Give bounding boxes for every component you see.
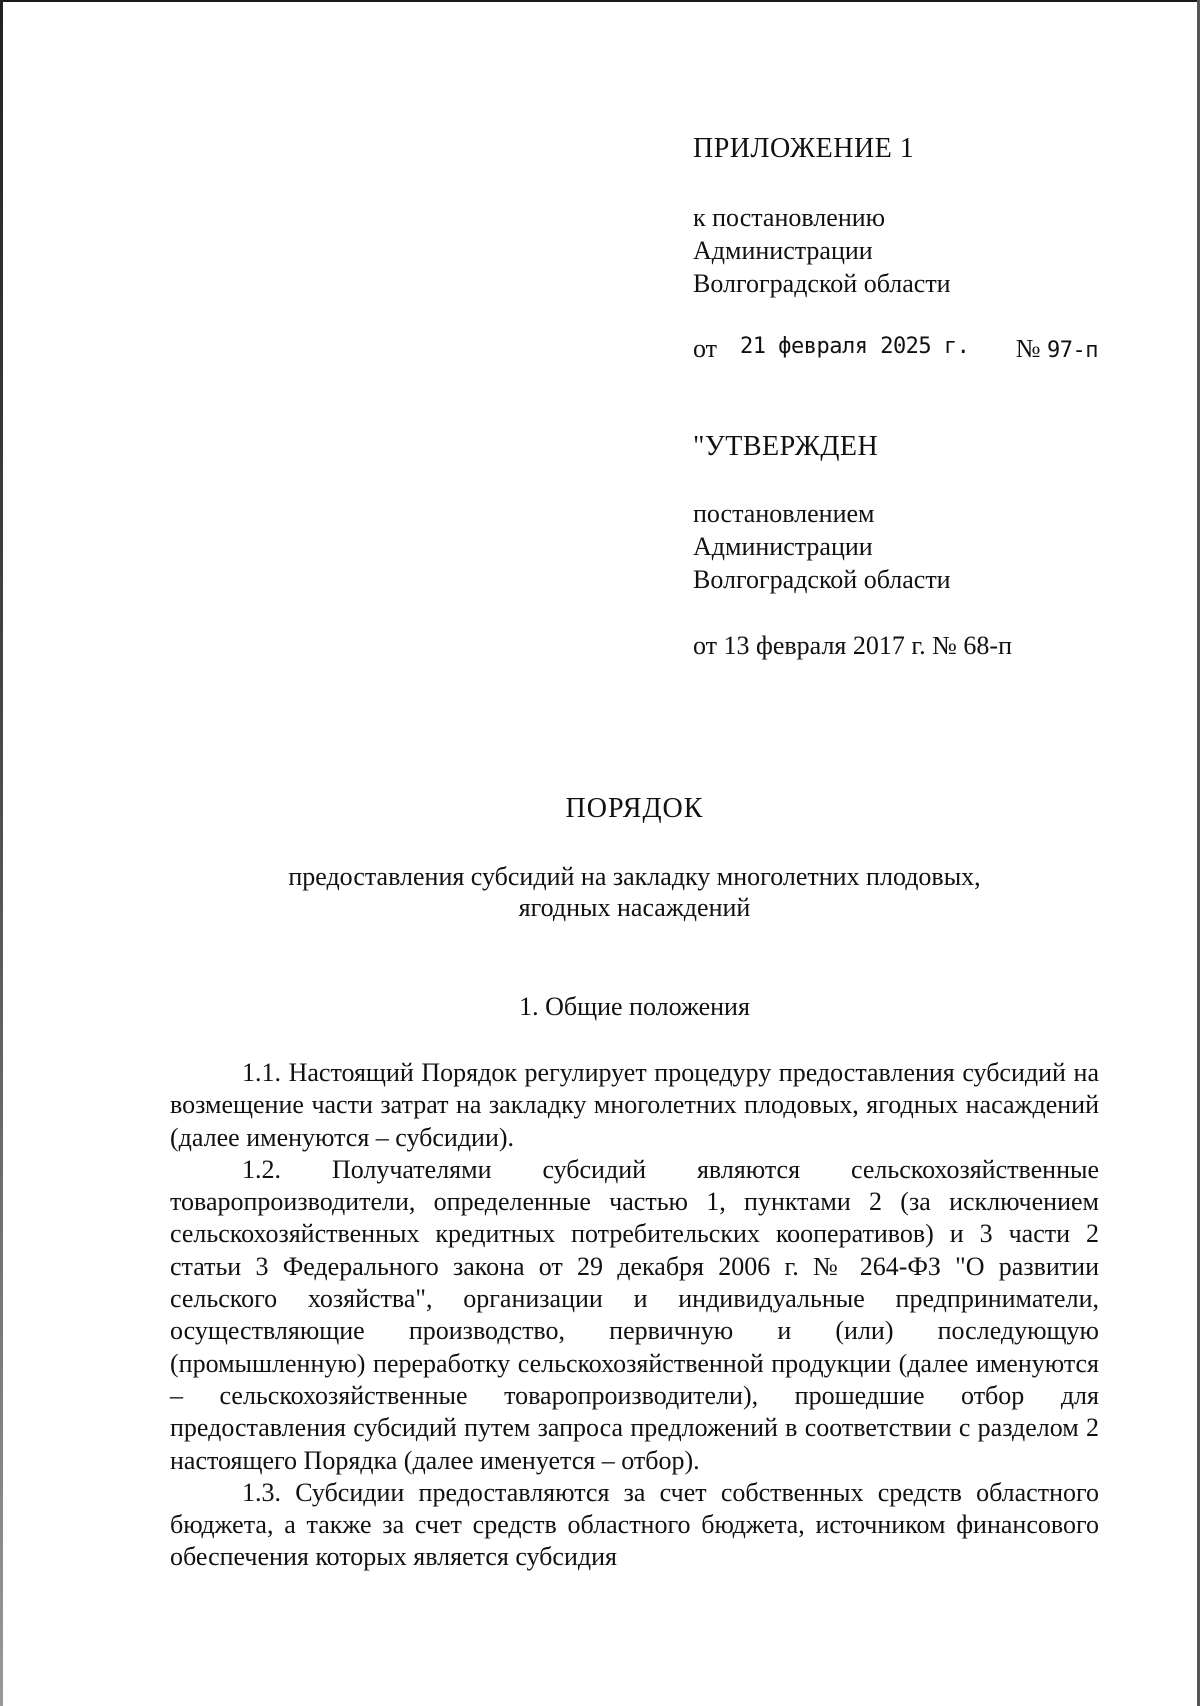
resolution-number (1016, 334, 1098, 364)
scan-edge-left (0, 0, 3, 1706)
approved-line-2: Администрации (693, 532, 873, 561)
scan-edge-top (0, 0, 1200, 2)
paragraph-1-1: 1.1. Настоящий Порядок регулирует процедуру предоставления субсидий на возмещение части затрат на закладку многолетних плодовых, ягодных насаждений (далее именуются – субсидии). (170, 1058, 1099, 1152)
document-subtitle (170, 861, 1099, 923)
paragraph-1-3: 1.3. Субсидии предоставляются за счет собственных средств областного бюджета, а также за счет средств областного бюджета, источником финансового обеспечения которых является субсидия (170, 1477, 1099, 1572)
paragraph-1-2: 1.2. Получателями субсидий являются сельскохозяйственные товаропроизводители, определенные частью 1, пунктами 2 (за исключением сельскохозяйственных кредитных потребительских кооперативов) и 3 части 2 статьи 3 Федерального закона от 29 декабря 2006 г. № 264-ФЗ "О развитии сельского хозяйства", организации и индивидуальные предприниматели, осуществляющие производство, первичную и (или) последующую (промышленную) переработку сельскохозяйственной продукции (далее именуются – сельскохозяйственные товаропроизводители), прошедшие отбор для предоставления субсидий путем запроса предложений в соответствии с разделом 2 настоящего Порядка (далее именуется – отбор). (170, 1154, 1099, 1475)
document-body (170, 1057, 1099, 1574)
approved-date-line: от 13 февраля 2017 г. № 68-п (693, 631, 1012, 660)
appendix-title: ПРИЛОЖЕНИЕ 1 (693, 133, 915, 164)
approved-title: "УТВЕРЖДЕН (693, 431, 879, 462)
number-value: 97-п (1047, 338, 1098, 363)
document-title: ПОРЯДОК (565, 793, 704, 824)
section-title: 1. Общие положения (519, 992, 750, 1021)
approved-by (693, 497, 951, 596)
date-prefix: от (693, 334, 718, 363)
resolution-date: 21 февраля 2025 г. (740, 334, 970, 359)
resolution-line-2: Администрации (693, 236, 873, 265)
resolution-line-3: Волгоградской области (693, 269, 951, 298)
subtitle-line-1: предоставления субсидий на закладку многолетних плодовых, (288, 862, 981, 891)
resolution-date-line (693, 334, 1098, 368)
approved-line-3: Волгоградской области (693, 565, 951, 594)
subtitle-line-2: ягодных насаждений (518, 893, 751, 922)
number-sign: № (1015, 334, 1041, 363)
resolution-line-1: к постановлению (693, 203, 886, 232)
resolution-reference (693, 201, 951, 300)
approved-line-1: постановлением (693, 499, 875, 528)
